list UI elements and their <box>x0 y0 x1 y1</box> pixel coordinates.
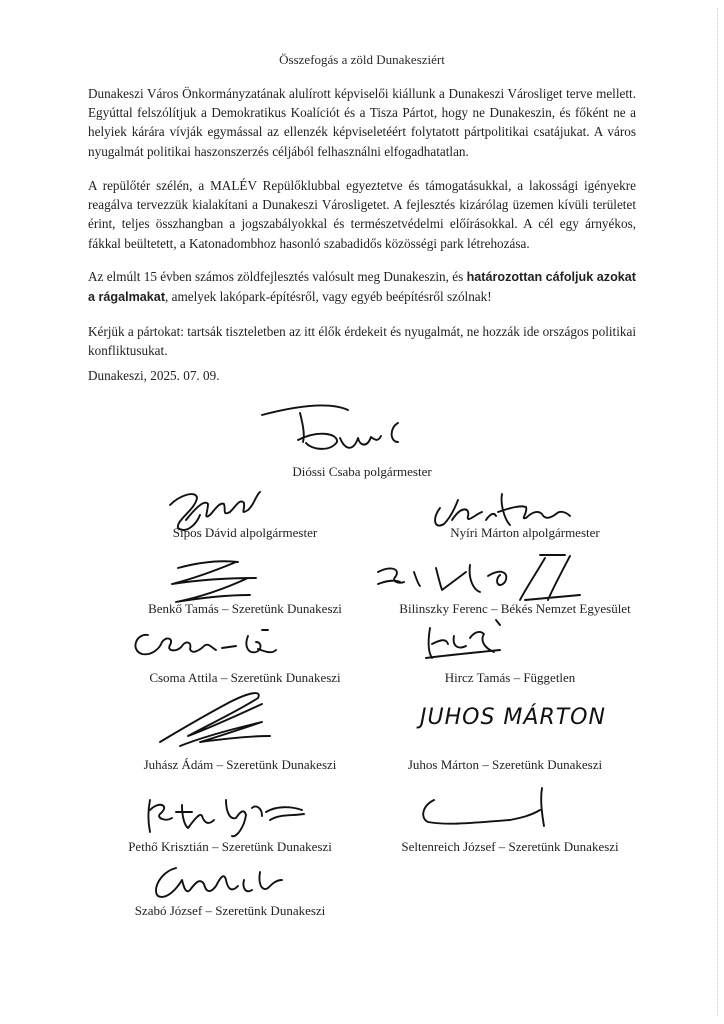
signature-label-seltenreich: Seltenreich József – Szeretünk Dunakeszi <box>401 839 619 854</box>
document-title: Összefogás a zöld Dunakesziért <box>279 52 445 67</box>
paragraph-3-end: , amelyek lakópark-építésről, vagy egyéb beépítésről szólnak! <box>165 289 492 305</box>
paragraph-2: A repülőtér szélén, a MALÉV Repülőklubbal egyeztetve és támogatásukkal, a lakossági igényekre reagálva tervezzük kialakítani a Dunakeszi Városligetet. A fejlesztés kizárólag üzemen kívüli területet érint, teljes összhangban a jogszabályokkal és természetvédelmi előírásokkal. A cél egy árnyékos, fákkal beültetett, a Katonadombhoz hasonló szabadidős közösségi park létrehozása. <box>88 178 636 251</box>
signature-label-benko: Benkő Tamás – Szeretünk Dunakeszi <box>148 601 342 616</box>
paragraph-3-emphasis: határozottan cáfoljuk azokat a rágalmakat <box>88 270 636 305</box>
date-line: Dunakeszi, 2025. 07. 09. <box>88 368 220 383</box>
signature-label-nyiri: Nyíri Márton alpolgármester <box>450 525 600 540</box>
signature-label-mayor: Dióssi Csaba polgármester <box>292 464 432 479</box>
signature-label-szabo: Szabó József – Szeretünk Dunakeszi <box>134 903 326 918</box>
signature-label-juhasz: Juhász Ádám – Szeretünk Dunakeszi <box>143 757 337 772</box>
paragraph-4: Kérjük a pártokat: tartsák tiszteletben az itt élők érdekeit és nyugalmát, ne hozzák ide országos politikai konfliktusukat. <box>88 324 636 359</box>
signature-label-sipos: Sipos Dávid alpolgármester <box>172 525 318 540</box>
signature-label-hircz: Hircz Tamás – Független <box>444 670 576 685</box>
signature-label-juhos: Juhos Márton – Szeretünk Dunakeszi <box>407 757 603 772</box>
paragraph-3-start: Az elmúlt 15 évben számos zöldfejlesztés valósult meg Dunakeszin, és <box>88 269 467 284</box>
signature-label-csoma: Csoma Attila – Szeretünk Dunakeszi <box>149 670 341 685</box>
paragraph-1: Dunakeszi Város Önkormányzatának alulírott képviselői kiállunk a Dunakeszi Városliget terve mellett. Egyúttal felszólítjuk a Demokratikus Koalíciót és a Tisza Pártot, hogy ne Dunakeszin, és főként ne a helyiek kárára vívják egymással az ellenzék képviseletéért folytatott pártpolitikai csatájukat. A város nyugalmát politikai haszonszerzés céljából felhasználni elfogadhatatlan. <box>88 86 636 159</box>
signature-juhos-handwriting: JUHOS MÁRTON <box>420 705 606 730</box>
signature-label-bilinszky: Bilinszky Ferenc – Békés Nemzet Egyesület <box>399 601 631 616</box>
signature-label-petho: Pethő Krisztián – Szeretünk Dunakeszi <box>128 839 332 854</box>
